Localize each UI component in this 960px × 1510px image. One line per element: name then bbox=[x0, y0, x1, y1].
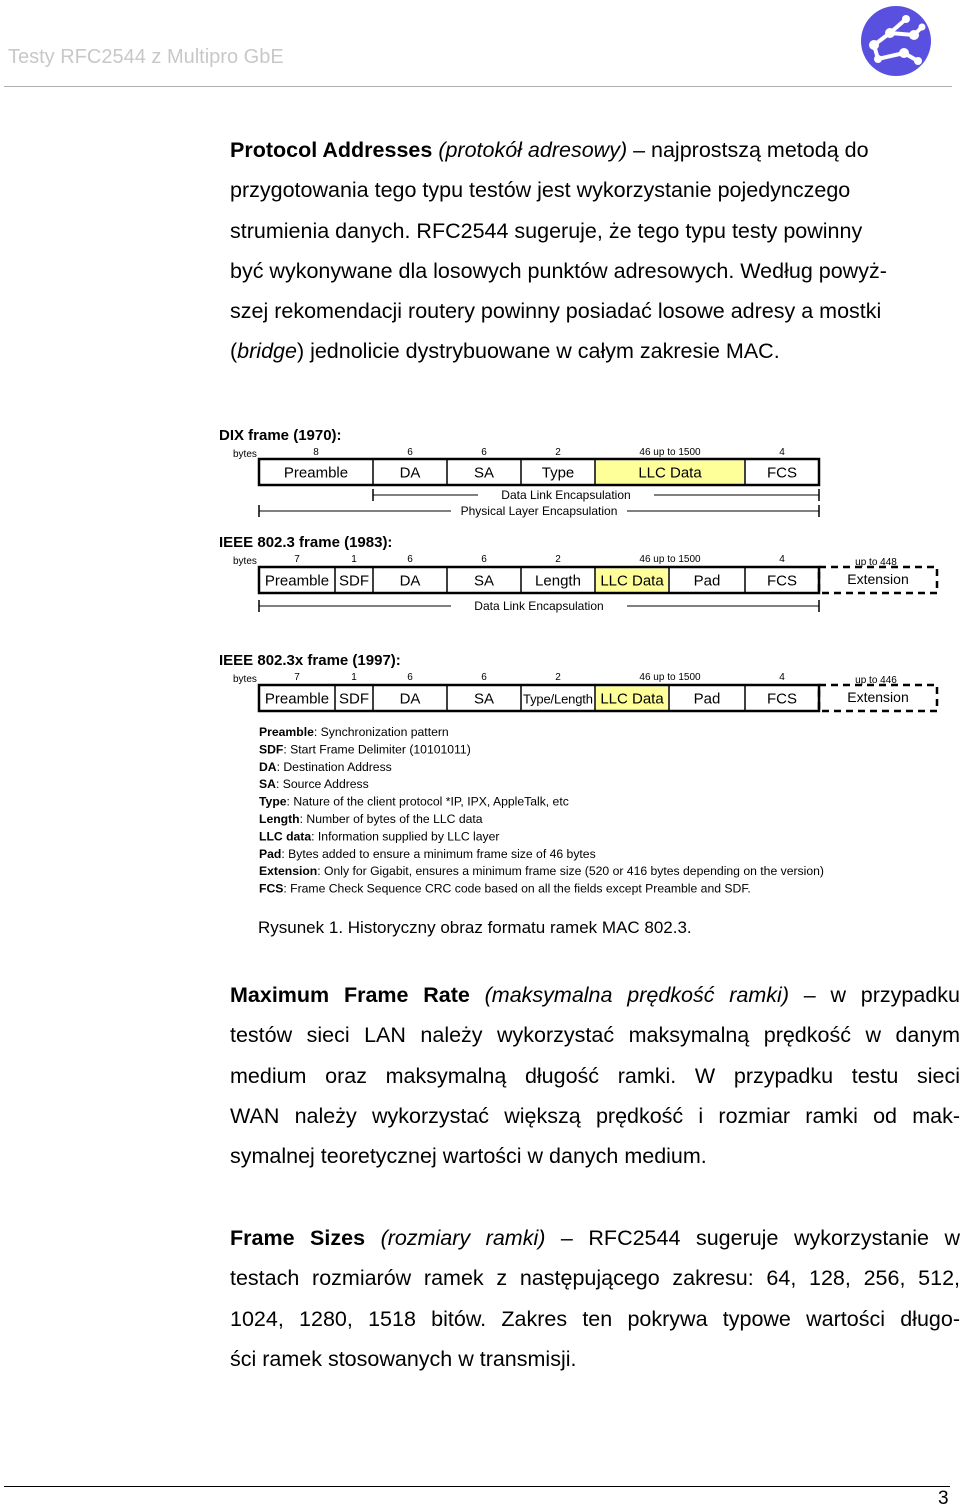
frame-field: Type bbox=[541, 464, 575, 482]
frame-title: IEEE 802.3 frame (1983): bbox=[219, 534, 393, 551]
frame-field: FCS bbox=[767, 464, 797, 482]
text-line: symalnej teoretycznej wartości w danych medium. bbox=[230, 1144, 707, 1169]
byte-count: 8 bbox=[313, 447, 319, 458]
byte-count: 6 bbox=[407, 672, 413, 683]
header-title: Testy RFC2544 z Multipro GbE bbox=[8, 46, 284, 68]
term-protocol-addresses: Protocol Addresses bbox=[230, 138, 433, 162]
text-line: 1024, 1280, 1518 bitów. Zakres ten pokrywa typowe wartości długo- bbox=[230, 1306, 960, 1331]
legend-description: : Number of bytes of the LLC data bbox=[299, 812, 483, 826]
legend-entry bbox=[259, 864, 824, 878]
frame-field: Length bbox=[535, 572, 581, 590]
frame-field: LLC Data bbox=[638, 464, 702, 482]
frame-field: SDF bbox=[339, 572, 369, 590]
legend-entry bbox=[259, 882, 751, 896]
frame-title: DIX frame (1970): bbox=[219, 427, 342, 444]
encapsulation-label: Physical Layer Encapsulation bbox=[460, 504, 618, 518]
byte-count: 46 up to 1500 bbox=[639, 554, 701, 565]
encapsulation-label: Data Link Encapsulation bbox=[474, 599, 604, 613]
byte-count: 7 bbox=[294, 554, 300, 565]
extension-byte-count: up to 448 bbox=[855, 557, 897, 568]
legend-description: : Frame Check Sequence CRC code based on all the fields except Preamble and SDF. bbox=[283, 881, 751, 896]
frame-field: SA bbox=[473, 464, 495, 482]
legend-entry bbox=[259, 777, 369, 791]
frame-field: SA bbox=[473, 572, 495, 590]
byte-count: 7 bbox=[294, 672, 300, 683]
legend-entry bbox=[259, 812, 483, 826]
paragraph-protocol-addresses bbox=[230, 130, 960, 372]
byte-count: 6 bbox=[481, 672, 487, 683]
legend-entry bbox=[259, 847, 596, 861]
byte-count: 1 bbox=[351, 554, 357, 565]
header-divider bbox=[4, 86, 952, 87]
frame-field: Type/Length bbox=[523, 691, 593, 707]
text-line: być wykonywane dla losowych punktów adresowych. Według powyż- bbox=[230, 258, 887, 283]
legend-entry bbox=[259, 760, 392, 774]
text-line: ści ramek stosowanych w transmisji. bbox=[230, 1346, 577, 1371]
legend-description: : Source Address bbox=[275, 777, 369, 792]
term-translation: (protokół adresowy) bbox=[438, 138, 628, 162]
term-frame-sizes: Frame Sizes bbox=[230, 1226, 366, 1250]
byte-count: 6 bbox=[481, 447, 487, 458]
legend-entry bbox=[259, 829, 499, 843]
text-line: przygotowania tego typu testów jest wykorzystanie pojedynczego bbox=[230, 178, 851, 203]
legend-term: LLC data bbox=[259, 829, 312, 844]
text-line: szej rekomendacji routery powinny posiadać losowe adresy a mostki bbox=[230, 299, 882, 324]
frame-field: DA bbox=[399, 690, 421, 708]
legend-term: SDF bbox=[259, 742, 284, 757]
legend-term: SA bbox=[259, 777, 276, 792]
legend-description: : Destination Address bbox=[276, 759, 392, 774]
byte-count: 4 bbox=[779, 672, 785, 683]
bytes-label: bytes bbox=[233, 556, 257, 567]
byte-count: 4 bbox=[779, 447, 785, 458]
text-segment: – RFC2544 sugeruje wykorzystanie w bbox=[545, 1226, 960, 1250]
extension-byte-count: up to 446 bbox=[855, 675, 897, 686]
legend-term: Length bbox=[259, 812, 300, 826]
legend-term: Pad bbox=[259, 846, 282, 861]
frame-title: IEEE 802.3x frame (1997): bbox=[219, 652, 401, 669]
frame-field: DA bbox=[399, 572, 421, 590]
text-line: strumienia danych. RFC2544 sugeruje, że tego typu testy powinny bbox=[230, 218, 863, 243]
legend-description: : Nature of the client protocol *IP, IPX, AppleTalk, etc bbox=[286, 794, 569, 809]
mac-frame-figure bbox=[215, 418, 945, 903]
byte-count: 46 up to 1500 bbox=[639, 672, 701, 683]
legend-term: Extension bbox=[259, 864, 318, 879]
frame-field: FCS bbox=[767, 690, 797, 708]
frame-field: Preamble bbox=[264, 572, 330, 590]
text-line: medium oraz maksymalną długość ramki. W przypadku testu sieci bbox=[230, 1063, 960, 1088]
text-line: testach rozmiarów ramek z następującego zakresu: 64, 128, 256, 512, bbox=[230, 1266, 960, 1291]
frame-field: Preamble bbox=[264, 690, 330, 708]
text-segment: ( bbox=[230, 339, 238, 364]
frame-field: DA bbox=[399, 464, 421, 482]
encapsulation-label: Data Link Encapsulation bbox=[501, 488, 631, 502]
frame-field: LLC Data bbox=[600, 690, 664, 708]
byte-count: 4 bbox=[779, 554, 785, 565]
frame-field: SDF bbox=[339, 690, 369, 708]
figure-caption: Rysunek 1. Historyczny obraz formatu ramek MAC 802.3. bbox=[258, 918, 692, 937]
text-segment: – najprostszą metodą do bbox=[627, 138, 869, 162]
extension-field: Extension bbox=[847, 571, 909, 587]
paragraph-frame-sizes bbox=[230, 1218, 960, 1379]
byte-count: 2 bbox=[555, 672, 561, 683]
legend-description: : Bytes added to ensure a minimum frame size of 46 bytes bbox=[281, 846, 596, 861]
extension-field: Extension bbox=[847, 689, 909, 705]
legend-description: : Synchronization pattern bbox=[313, 725, 449, 739]
legend-description: : Start Frame Delimiter (10101011) bbox=[283, 742, 471, 757]
frame-field: Preamble bbox=[283, 464, 349, 482]
term-translation: (maksymalna prędkość ramki) bbox=[484, 983, 789, 1007]
legend-description: : Only for Gigabit, ensures a minimum frame size (520 or 416 bytes depending on the version) bbox=[317, 864, 824, 879]
legend-entry bbox=[259, 725, 449, 739]
legend-entry bbox=[259, 795, 569, 809]
page-number: 3 bbox=[938, 1488, 949, 1509]
frame-field: Pad bbox=[693, 572, 721, 590]
legend-term: Preamble bbox=[259, 725, 314, 739]
bytes-label: bytes bbox=[233, 449, 257, 460]
text-segment: – w przypadku bbox=[788, 983, 960, 1007]
term-translation: (rozmiary ramki) bbox=[380, 1226, 546, 1250]
legend-term: DA bbox=[259, 759, 277, 774]
bytes-label: bytes bbox=[233, 674, 257, 685]
frame-field: SA bbox=[473, 690, 495, 708]
byte-count: 1 bbox=[351, 672, 357, 683]
byte-count: 6 bbox=[481, 554, 487, 565]
byte-count: 2 bbox=[555, 447, 561, 458]
paragraph-maximum-frame-rate bbox=[230, 975, 960, 1176]
text-segment: ) jednolicie dystrybuowane w całym zakresie MAC. bbox=[296, 339, 780, 364]
text-line: WAN należy wykorzystać większą prędkość i rozmiar ramki od mak- bbox=[230, 1103, 960, 1128]
byte-count: 46 up to 1500 bbox=[639, 447, 701, 458]
legend-entry bbox=[259, 742, 471, 756]
legend-term: Type bbox=[259, 794, 287, 809]
term-maximum-frame-rate: Maximum Frame Rate bbox=[230, 983, 470, 1007]
term-bridge: bridge bbox=[237, 339, 297, 364]
byte-count: 6 bbox=[407, 554, 413, 565]
footer-divider bbox=[4, 1486, 950, 1487]
frame-field: FCS bbox=[767, 572, 797, 590]
byte-count: 6 bbox=[407, 447, 413, 458]
network-nodes-icon bbox=[860, 5, 932, 77]
frame-field: LLC Data bbox=[600, 572, 664, 590]
text-line: testów sieci LAN należy wykorzystać maksymalną prędkość w danym bbox=[230, 1023, 960, 1048]
byte-count: 2 bbox=[555, 554, 561, 565]
legend-description: : Information supplied by LLC layer bbox=[311, 829, 500, 844]
frame-field: Pad bbox=[693, 690, 721, 708]
legend-term: FCS bbox=[259, 881, 284, 896]
